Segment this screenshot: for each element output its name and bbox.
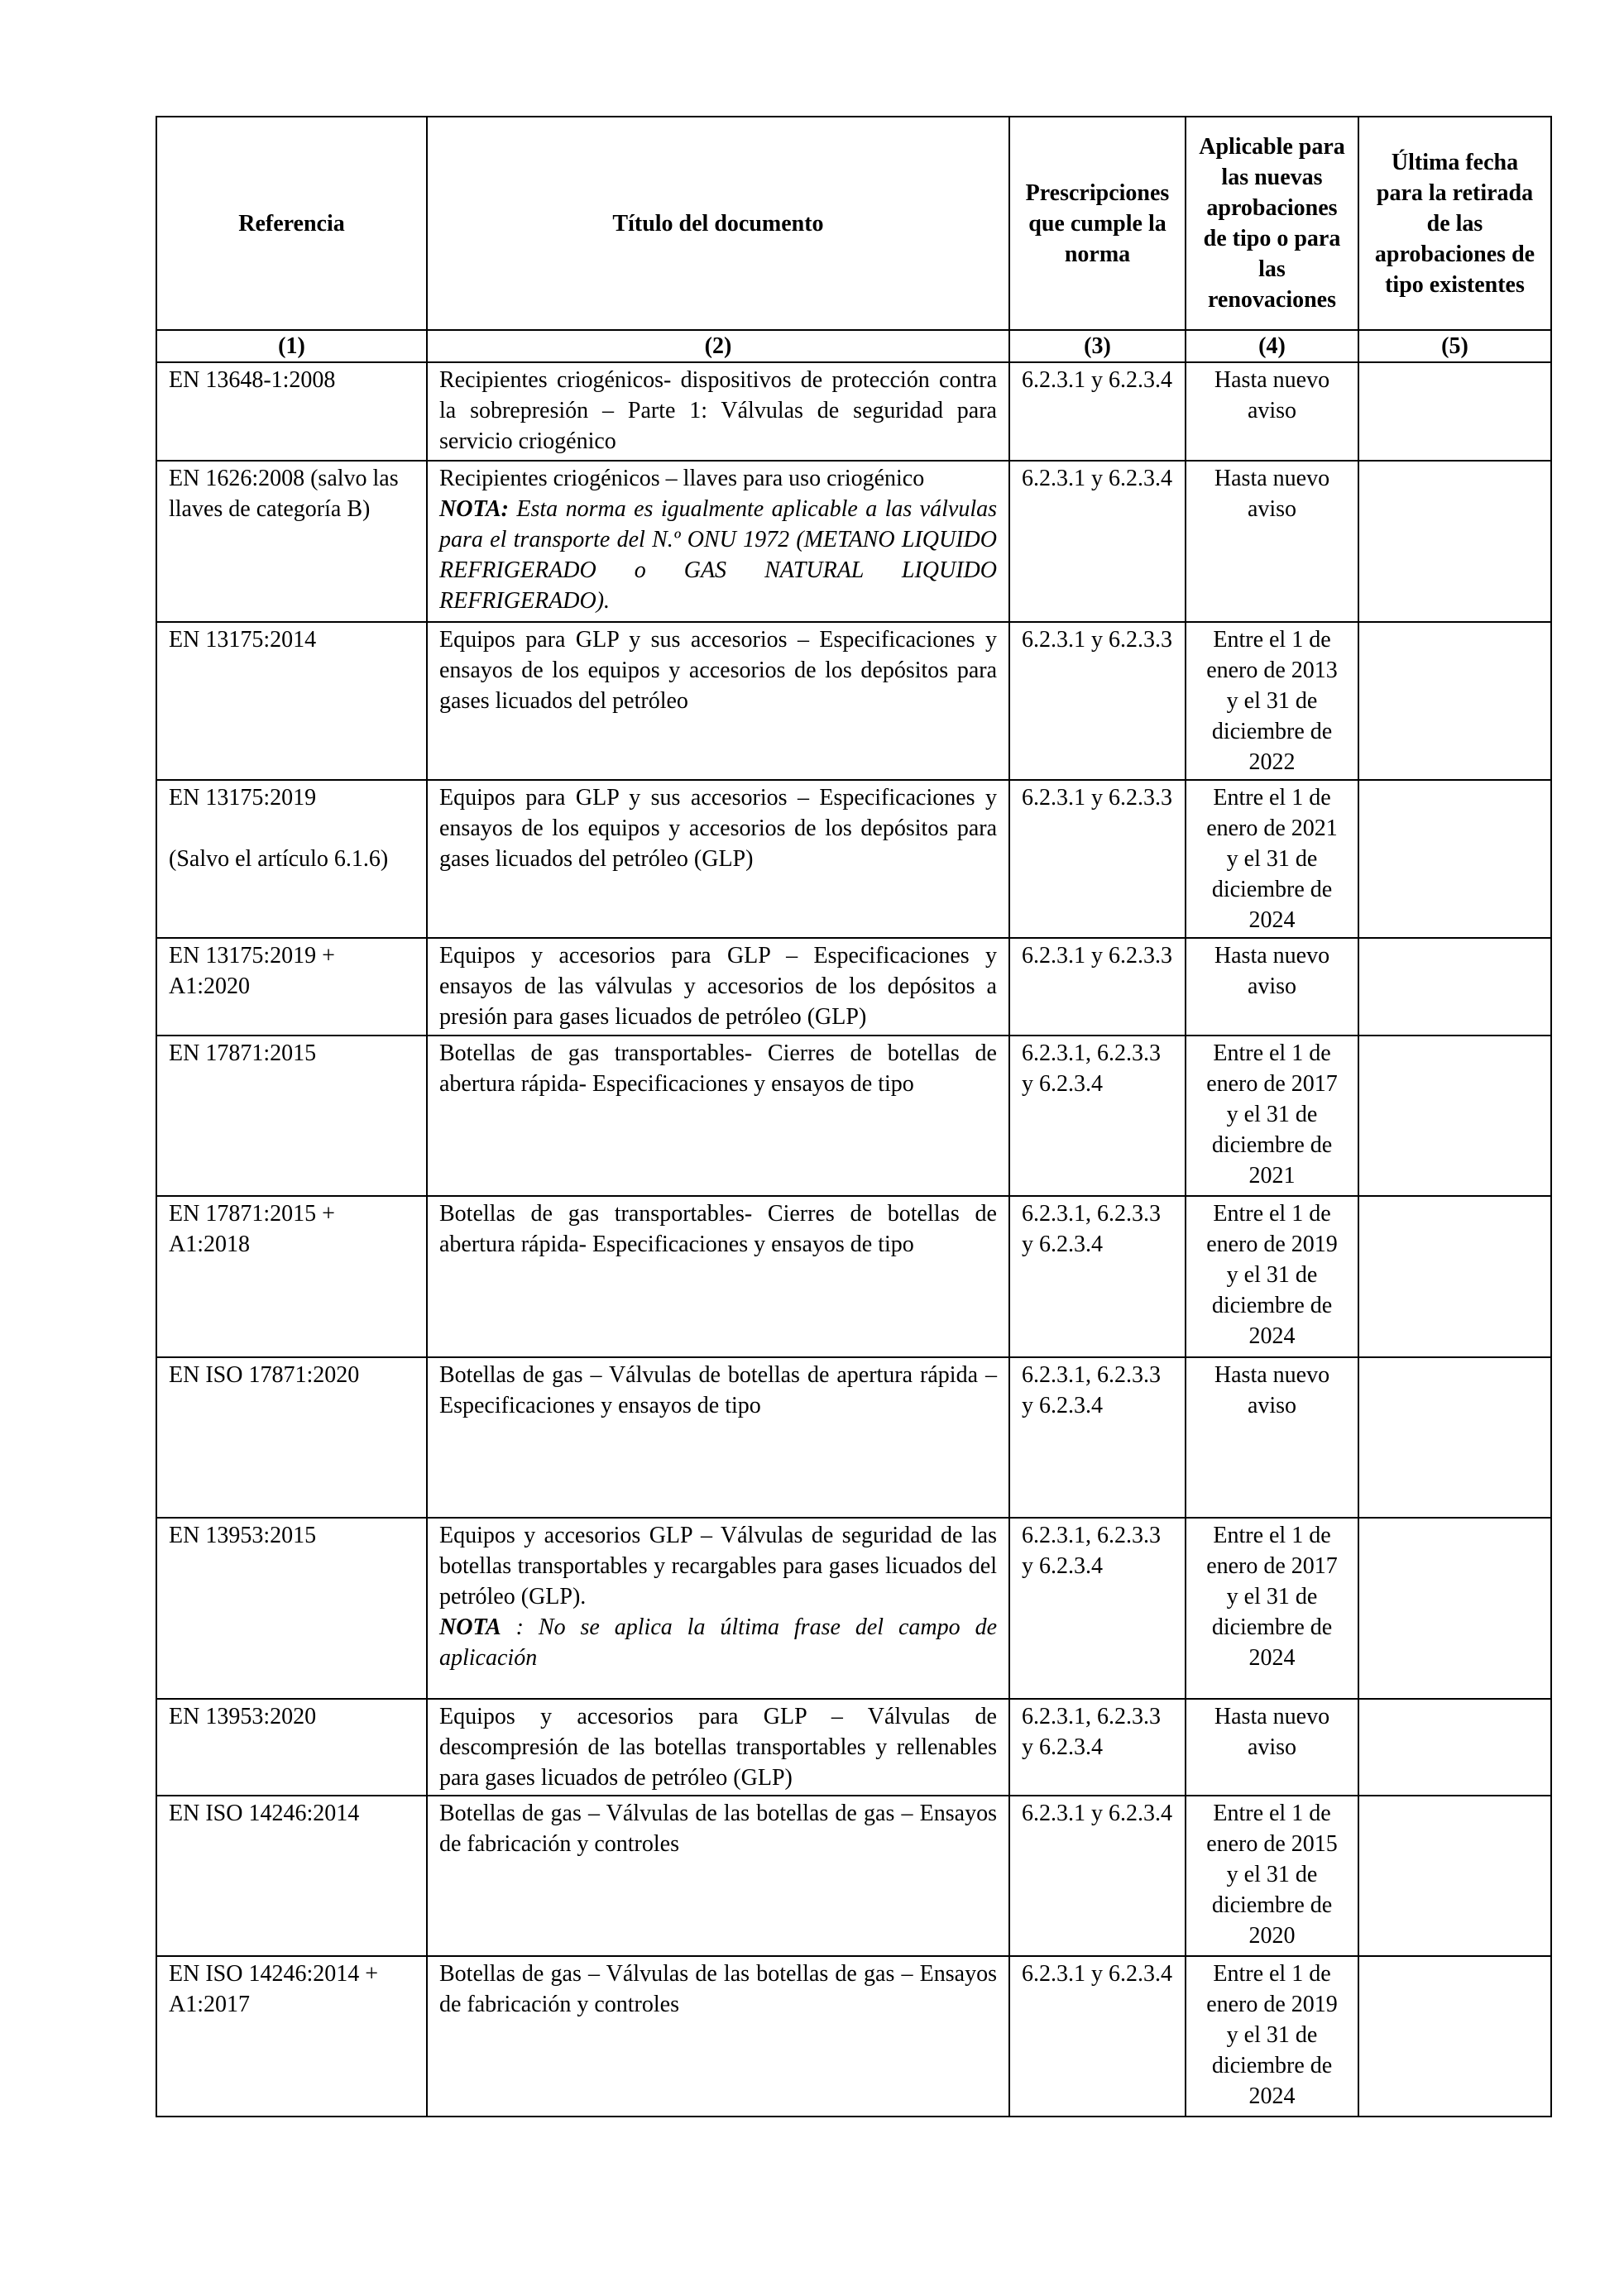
title-text: Equipos y accesorios GLP – Válvulas de seguridad de las botellas transportables y recargables para gases licuados del petróleo (GLP). <box>439 1523 997 1610</box>
reference-text: EN 17871:2015 + A1:2018 <box>169 1201 335 1257</box>
applicable-cell: Entre el 1 de enero de 2019 y el 31 de diciembre de 2024 <box>1186 1956 1358 2117</box>
header-referencia: Referencia <box>156 117 427 330</box>
prescriptions-cell: 6.2.3.1 y 6.2.3.4 <box>1009 1956 1186 2117</box>
reference-text: EN ISO 14246:2014 + A1:2017 <box>169 1961 379 2017</box>
header-row <box>156 117 1551 330</box>
title-cell <box>427 1956 1009 2117</box>
reference-text: EN 13648-1:2008 <box>169 367 336 393</box>
title-text: Equipos para GLP y sus accesorios – Especificaciones y ensayos de los equipos y accesorios de los depósitos para gases licuados del petróleo (GLP) <box>439 785 997 872</box>
title-cell <box>427 622 1009 780</box>
title-cell <box>427 1699 1009 1796</box>
withdrawal-cell <box>1358 1036 1551 1196</box>
column-number-row <box>156 330 1551 362</box>
table-row <box>156 1196 1551 1357</box>
column-number-5: (5) <box>1358 330 1551 362</box>
header-prescripciones: Prescripciones que cumple la norma <box>1009 117 1186 330</box>
reference-cell <box>156 1357 427 1518</box>
title-cell <box>427 461 1009 622</box>
title-text: Equipos y accesorios para GLP – Válvulas de descompresión de las botellas transportables y rellenables para gases licuados de petróleo (GLP) <box>439 1704 997 1791</box>
title-cell <box>427 780 1009 938</box>
standards-table <box>156 116 1552 2117</box>
column-number-1: (1) <box>156 330 427 362</box>
withdrawal-cell <box>1358 938 1551 1036</box>
reference-cell <box>156 1956 427 2117</box>
reference-text: EN ISO 14246:2014 <box>169 1801 360 1826</box>
withdrawal-cell <box>1358 1357 1551 1518</box>
column-number-2: (2) <box>427 330 1009 362</box>
note-label: NOTA <box>439 1614 501 1640</box>
withdrawal-cell <box>1358 1956 1551 2117</box>
reference-cell <box>156 1196 427 1357</box>
prescriptions-cell: 6.2.3.1 y 6.2.3.3 <box>1009 780 1186 938</box>
table-row <box>156 461 1551 622</box>
applicable-cell: Entre el 1 de enero de 2013 y el 31 de diciembre de 2022 <box>1186 622 1358 780</box>
prescriptions-cell: 6.2.3.1, 6.2.3.3 y 6.2.3.4 <box>1009 1036 1186 1196</box>
header-ultima-fecha: Última fecha para la retirada de las aprobaciones de tipo existentes <box>1358 117 1551 330</box>
title-cell <box>427 1036 1009 1196</box>
reference-cell <box>156 1796 427 1956</box>
table-row <box>156 622 1551 780</box>
reference-exception: (Salvo el artículo 6.1.6) <box>169 846 389 872</box>
reference-cell <box>156 938 427 1036</box>
withdrawal-cell <box>1358 780 1551 938</box>
prescriptions-cell: 6.2.3.1 y 6.2.3.4 <box>1009 461 1186 622</box>
table-row <box>156 938 1551 1036</box>
table-row <box>156 1956 1551 2117</box>
table-row <box>156 1699 1551 1796</box>
title-text: Botellas de gas – Válvulas de las botellas de gas – Ensayos de fabricación y controles <box>439 1801 997 1857</box>
prescriptions-cell: 6.2.3.1, 6.2.3.3 y 6.2.3.4 <box>1009 1699 1186 1796</box>
title-cell <box>427 1796 1009 1956</box>
reference-cell <box>156 461 427 622</box>
table-body <box>156 362 1551 2117</box>
title-text: Recipientes criogénicos – llaves para uso criogénico <box>439 466 925 491</box>
reference-text: EN 1626:2008 (salvo las llaves de categoría B) <box>169 466 399 522</box>
applicable-cell: Hasta nuevo aviso <box>1186 362 1358 461</box>
prescriptions-cell: 6.2.3.1, 6.2.3.3 y 6.2.3.4 <box>1009 1518 1186 1699</box>
withdrawal-cell <box>1358 622 1551 780</box>
withdrawal-cell <box>1358 362 1551 461</box>
note-label: NOTA: <box>439 496 509 522</box>
applicable-cell: Entre el 1 de enero de 2019 y el 31 de diciembre de 2024 <box>1186 1196 1358 1357</box>
header-titulo: Título del documento <box>427 117 1009 330</box>
title-text: Botellas de gas transportables- Cierres de botellas de abertura rápida- Especificaciones y ensayos de tipo <box>439 1201 997 1257</box>
reference-text: EN 13175:2014 <box>169 627 317 653</box>
applicable-cell: Hasta nuevo aviso <box>1186 461 1358 622</box>
reference-text: EN 13953:2015 <box>169 1523 317 1548</box>
reference-cell <box>156 622 427 780</box>
prescriptions-cell: 6.2.3.1, 6.2.3.3 y 6.2.3.4 <box>1009 1196 1186 1357</box>
reference-text: EN 17871:2015 <box>169 1040 317 1066</box>
title-cell <box>427 1196 1009 1357</box>
withdrawal-cell <box>1358 1699 1551 1796</box>
table-row <box>156 1518 1551 1699</box>
applicable-cell: Entre el 1 de enero de 2017 y el 31 de diciembre de 2024 <box>1186 1518 1358 1699</box>
applicable-cell: Hasta nuevo aviso <box>1186 1699 1358 1796</box>
applicable-cell: Entre el 1 de enero de 2015 y el 31 de diciembre de 2020 <box>1186 1796 1358 1956</box>
table-row <box>156 1036 1551 1196</box>
withdrawal-cell <box>1358 1796 1551 1956</box>
withdrawal-cell <box>1358 1518 1551 1699</box>
prescriptions-cell: 6.2.3.1 y 6.2.3.3 <box>1009 938 1186 1036</box>
reference-cell <box>156 1699 427 1796</box>
title-cell <box>427 362 1009 461</box>
table-row <box>156 1796 1551 1956</box>
withdrawal-cell <box>1358 1196 1551 1357</box>
title-text: Botellas de gas transportables- Cierres de botellas de abertura rápida- Especificaciones y ensayos de tipo <box>439 1040 997 1097</box>
header-aplicable: Aplicable para las nuevas aprobaciones de tipo o para las renovaciones <box>1186 117 1358 330</box>
applicable-cell: Entre el 1 de enero de 2021 y el 31 de diciembre de 2024 <box>1186 780 1358 938</box>
reference-cell <box>156 1518 427 1699</box>
table-row <box>156 362 1551 461</box>
reference-text: EN 13175:2019 + A1:2020 <box>169 943 335 999</box>
reference-cell <box>156 780 427 938</box>
withdrawal-cell <box>1358 461 1551 622</box>
title-text: Equipos y accesorios para GLP – Especificaciones y ensayos de las válvulas y accesorios de los depósitos a presión para gases licuados de petróleo (GLP) <box>439 943 997 1030</box>
title-text: Equipos para GLP y sus accesorios – Especificaciones y ensayos de los equipos y accesorios de los depósitos para gases licuados del petróleo <box>439 627 997 714</box>
prescriptions-cell: 6.2.3.1 y 6.2.3.4 <box>1009 362 1186 461</box>
reference-cell <box>156 1036 427 1196</box>
table-row <box>156 1357 1551 1518</box>
note-text: Esta norma es igualmente aplicable a las válvulas para el transporte del N.º ONU 1972 (METANO LIQUIDO REFRIGERADO o GAS NATURAL LIQUIDO REFRIGERADO). <box>439 496 997 614</box>
column-number-4: (4) <box>1186 330 1358 362</box>
table-row <box>156 780 1551 938</box>
title-cell <box>427 1518 1009 1699</box>
reference-text: EN ISO 17871:2020 <box>169 1362 360 1388</box>
prescriptions-cell: 6.2.3.1 y 6.2.3.4 <box>1009 1796 1186 1956</box>
applicable-cell: Entre el 1 de enero de 2017 y el 31 de diciembre de 2021 <box>1186 1036 1358 1196</box>
applicable-cell: Hasta nuevo aviso <box>1186 938 1358 1036</box>
title-text: Recipientes criogénicos- dispositivos de protección contra la sobrepresión – Parte 1: Válvulas de seguridad para servicio criogénico <box>439 367 997 454</box>
title-cell <box>427 938 1009 1036</box>
title-text: Botellas de gas – Válvulas de las botellas de gas – Ensayos de fabricación y controles <box>439 1961 997 2017</box>
column-number-3: (3) <box>1009 330 1186 362</box>
title-text: Botellas de gas – Válvulas de botellas de apertura rápida – Especificaciones y ensayos de tipo <box>439 1362 997 1418</box>
note-text: : No se aplica la última frase del campo de aplicación <box>439 1614 997 1671</box>
prescriptions-cell: 6.2.3.1, 6.2.3.3 y 6.2.3.4 <box>1009 1357 1186 1518</box>
prescriptions-cell: 6.2.3.1 y 6.2.3.3 <box>1009 622 1186 780</box>
reference-cell <box>156 362 427 461</box>
reference-text: EN 13175:2019 <box>169 785 317 811</box>
applicable-cell: Hasta nuevo aviso <box>1186 1357 1358 1518</box>
reference-text: EN 13953:2020 <box>169 1704 317 1729</box>
title-cell <box>427 1357 1009 1518</box>
reference-gap <box>169 813 414 844</box>
